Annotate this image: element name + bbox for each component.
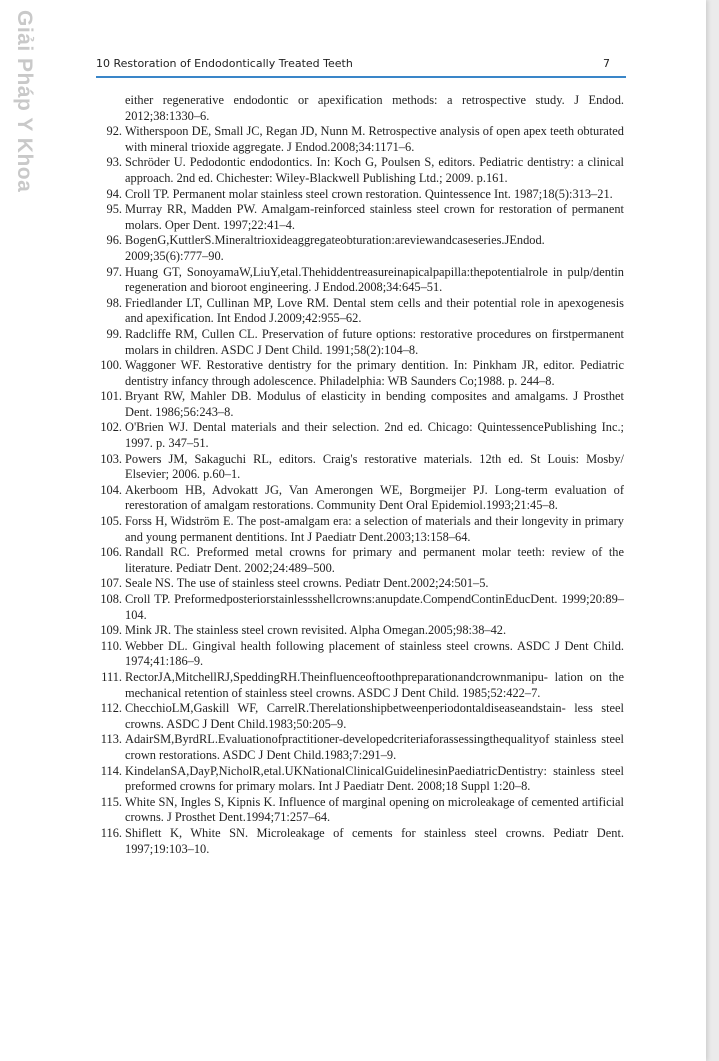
- reference-text: ChecchioLM,Gaskill WF, CarrelR.Therelationshipbetweenperiodontaldiseaseandstain- less steel crowns. ASDC J Dent Child.1983;50:205–9.: [125, 701, 624, 731]
- reference-text: Waggoner WF. Restorative dentistry for the primary dentition. In: Pinkham JR, editor. Pediatric dentistry infancy through adolescence. Philadelphia: WB Saunders Co;1988. p. 244–8.: [125, 358, 624, 388]
- reference-number: 112.: [100, 701, 122, 716]
- reference-item: [96, 701, 624, 732]
- reference-number: 107.: [100, 576, 122, 591]
- reference-item: [96, 327, 624, 358]
- reference-list: [96, 93, 624, 857]
- reference-text: Schröder U. Pedodontic endodontics. In: Koch G, Poulsen S, editors. Pediatric dentistry: a clinical approach. 2nd ed. Chichester: Wiley-Blackwell Publishing Ltd.; 2009. p.161.: [125, 155, 624, 185]
- reference-item: [96, 202, 624, 233]
- reference-item: [96, 420, 624, 451]
- reference-number: 116.: [100, 825, 122, 840]
- reference-text: Mink JR. The stainless steel crown revisited. Alpha Omegan.2005;98:38–42.: [125, 623, 507, 638]
- reference-text: Croll TP. Permanent molar stainless steel crown restoration. Quintessence Int. 1987;18(5):313–21.: [125, 186, 613, 201]
- reference-number: 98.: [106, 295, 122, 310]
- reference-text: White SN, Ingles S, Kipnis K. Influence of marginal opening on microleakage of cemented artificial crowns. J Prosthet Dent.1994;71:257–64.: [125, 794, 624, 825]
- reference-item: [96, 233, 624, 264]
- reference-text: Radcliffe RM, Cullen CL. Preservation of future options: restorative procedures on firstpermanent molars in children. ASDC J Dent Child. 1991;58(2):104–8.: [125, 326, 624, 357]
- reference-number: 106.: [100, 545, 122, 560]
- reference-number: 103.: [100, 451, 122, 466]
- reference-item: [96, 826, 624, 857]
- reference-number: 101.: [100, 389, 122, 404]
- reference-item: [96, 389, 624, 420]
- reference-item: [96, 795, 624, 826]
- reference-item: [96, 93, 624, 124]
- reference-number: 104.: [100, 482, 122, 497]
- reference-item: [96, 670, 624, 701]
- reference-item: [96, 296, 624, 327]
- reference-number: 92.: [106, 124, 122, 139]
- chapter-title: 10 Restoration of Endodontically Treated Teeth: [96, 57, 353, 70]
- reference-item: [96, 483, 624, 514]
- reference-number: 108.: [100, 592, 122, 606]
- reference-text: AdairSM,ByrdRL.Evaluationofpractitioner-developedcriteriaforassessingthequalityof stainless steel crown restorations. ASDC J Dent Child.1983;7:291–9.: [125, 732, 624, 762]
- reference-text: RectorJA,MitchellRJ,SpeddingRH.Theinfluenceoftoothpreparationandcrownmanipu- lation on the mechanical retention of stainless steel crowns. ASDC J Dent Child. 1985;52:422–7.: [125, 669, 624, 700]
- reference-number: 99.: [106, 326, 122, 341]
- reference-number: 102.: [100, 420, 122, 435]
- reference-text: BogenG,KuttlerS.Mineraltrioxideaggregateobturation:areviewandcaseseries.JEndod. 2009;35(6):777–90.: [125, 233, 545, 263]
- reference-item: [96, 452, 624, 483]
- reference-item: [96, 623, 624, 639]
- reference-number: 114.: [100, 763, 122, 778]
- reference-text: Huang GT, SonoyamaW,LiuY,etal.Thehiddentreasureinapicalpapilla:thepotentialrole in pulp/dentin regeneration and bioroot engineering. J Endod.2008;34:645–51.: [125, 264, 624, 295]
- page-number: 7: [603, 57, 610, 70]
- reference-number: 96.: [106, 233, 122, 248]
- reference-text: Akerboom HB, Advokatt JG, Van Amerongen WE, Borgmeijer PJ. Long-term evaluation of rerestoration of amalgam restorations. Community Dent Oral Epidemiol.1993;21:45–8.: [125, 482, 624, 513]
- reference-item: [96, 514, 624, 545]
- reference-number: 113.: [100, 732, 122, 747]
- reference-text: Forss H, Widström E. The post-amalgam era: a selection of materials and their longevity in primary and young permanent dentitions. Int J Paediatr Dent.2003;13:158–64.: [125, 514, 624, 544]
- reference-number: [96, 93, 122, 124]
- reference-item: [96, 764, 624, 795]
- reference-item: [96, 358, 624, 389]
- reference-number: 109.: [100, 623, 122, 638]
- reference-number: 93.: [106, 155, 122, 170]
- reference-item: [96, 155, 624, 186]
- reference-text: Seale NS. The use of stainless steel crowns. Pediatr Dent.2002;24:501–5.: [125, 576, 489, 591]
- reference-text: Randall RC. Preformed metal crowns for primary and permanent molar teeth: review of the literature. Pediatr Dent. 2002;24:489–500.: [125, 545, 624, 575]
- reference-text: Shiflett K, White SN. Microleakage of cements for stainless steel crowns. Pediatr Dent. 1997;19:103–10.: [125, 825, 624, 856]
- reference-number: 97.: [106, 264, 122, 279]
- reference-text: either regenerative endodontic or apexification methods: a retrospective study. J Endod. 2012;38:1330–6.: [125, 93, 624, 123]
- reference-text: O'Brien WJ. Dental materials and their selection. 2nd ed. Chicago: QuintessencePublishing Inc.; 1997. p. 347–51.: [125, 420, 624, 451]
- reference-number: 115.: [100, 794, 122, 809]
- reference-text: Powers JM, Sakaguchi RL, editors. Craig's restorative materials. 12th ed. St Louis: Mosby/ Elsevier; 2006. p.60–1.: [125, 451, 624, 482]
- reference-number: 111.: [101, 669, 122, 684]
- reference-item: [96, 187, 624, 203]
- reference-number: 105.: [100, 514, 122, 529]
- reference-number: 110.: [100, 638, 122, 653]
- reference-text: KindelanSA,DayP,NicholR,etal.UKNationalClinicalGuidelinesinPaediatricDentistry: stainless steel preformed crowns for primary molars. Int J Paediatr Dent. 2008;18 Suppl 1:20–8.: [125, 763, 624, 794]
- reference-item: [96, 592, 624, 623]
- reference-item: [96, 545, 624, 576]
- reference-item: [96, 732, 624, 763]
- reference-text: Witherspoon DE, Small JC, Regan JD, Nunn M. Retrospective analysis of open apex teeth obturated with mineral trioxide aggregate. J Endod.2008;34:1171–6.: [125, 124, 624, 154]
- reference-number: 94.: [106, 186, 122, 201]
- reference-number: 100.: [100, 358, 122, 373]
- reference-text: Friedlander LT, Cullinan MP, Love RM. Dental stem cells and their potential role in apexogenesis and apexification. Int Endod J.2009;42:955–62.: [125, 295, 624, 326]
- watermark: Giải Pháp Y Khoa: [13, 10, 36, 193]
- running-header: [96, 56, 626, 78]
- reference-text: Bryant RW, Mahler DB. Modulus of elasticity in bending composites and amalgams. J Prosthet Dent. 1986;56:243–8.: [125, 389, 624, 419]
- reference-text: Webber DL. Gingival health following placement of stainless steel crowns. ASDC J Dent Child. 1974;41:186–9.: [125, 638, 624, 669]
- reference-item: [96, 576, 624, 592]
- reference-item: [96, 265, 624, 296]
- reference-text: Croll TP. Preformedposteriorstainlessshellcrowns:anupdate.CompendContinEducDent. 1999;20:89–104.: [125, 592, 624, 622]
- reference-item: [96, 124, 624, 155]
- reference-text: Murray RR, Madden PW. Amalgam-reinforced stainless steel crown for restoration of permanent molars. Oper Dent. 1997;22:41–4.: [125, 202, 624, 232]
- reference-item: [96, 639, 624, 670]
- reference-number: 95.: [106, 202, 122, 217]
